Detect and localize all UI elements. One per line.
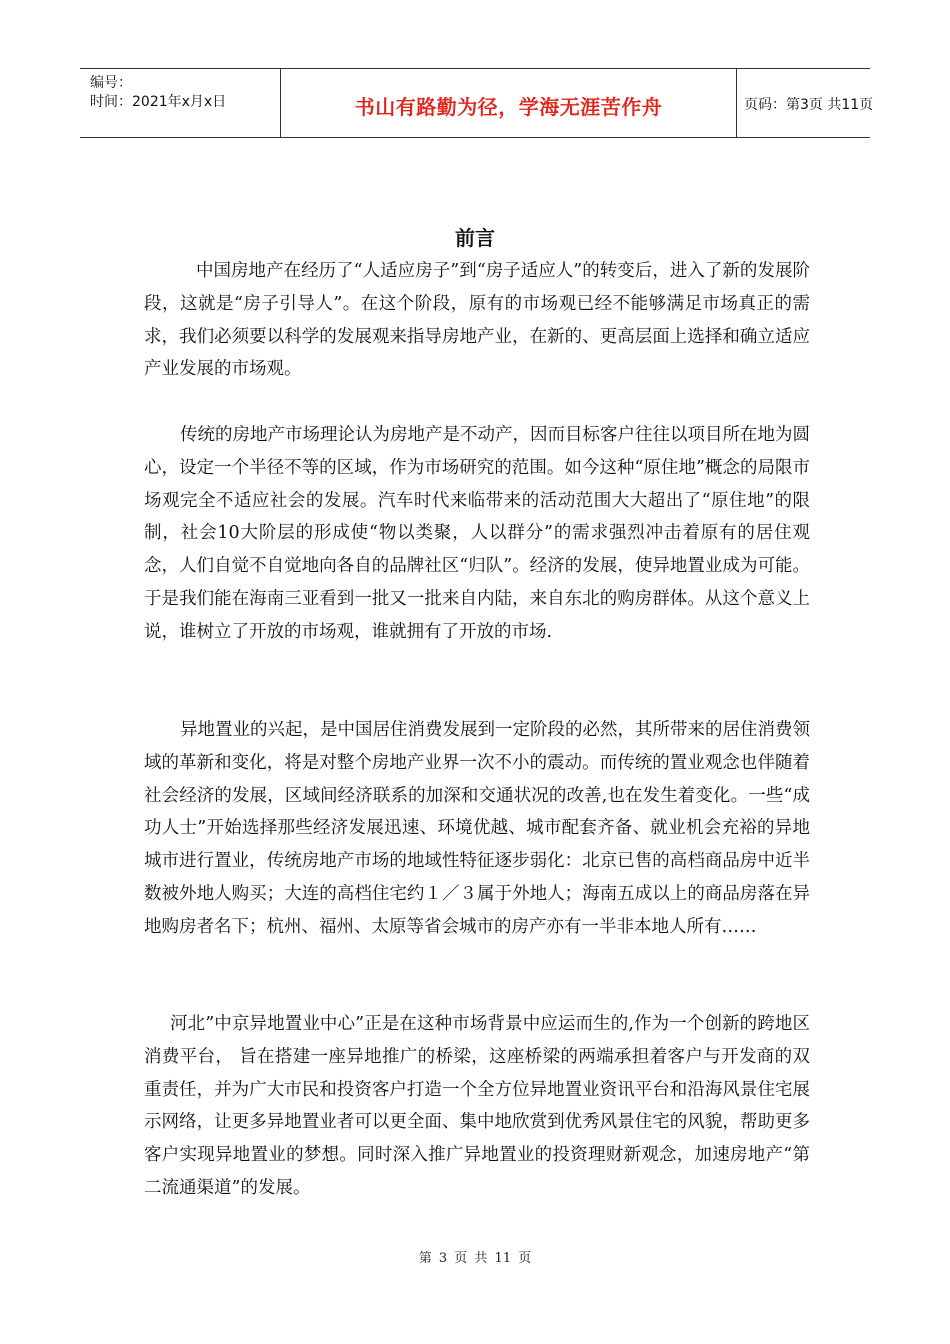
page-footer: 第 3 页 共 11 页	[418, 1251, 532, 1266]
header-table	[80, 68, 874, 138]
header-motto: 书山有路勤为径，学海无涯苦作舟	[354, 95, 663, 119]
paragraph-1: 中国房地产在经历了“人适应房子”到“房子适应人”的转变后，进入了新的发展阶段，这就是“房子引导人”。在这个阶段，原有的市场观已经不能够满足市场真正的需求，我们必须要以科学的发展观来指导房地产业，在新的、更高层面上选择和确立适应产业发展的市场观。	[144, 261, 810, 380]
document-number-label: 编号：	[90, 75, 132, 91]
header-page-cell	[736, 69, 874, 137]
document-date-label: 时间：2021年x月x日	[90, 94, 227, 110]
header-motto-cell	[280, 69, 737, 137]
paragraph-4: 河北”中京异地置业中心”正是在这种市场背景中应运而生的,作为一个创新的跨地区消费平台， 旨在搭建一座异地推广的桥梁，这座桥梁的两端承担着客户与开发商的双重责任，并为广大市民和投资客户打造一个全方位异地置业资讯平台和沿海风景住宅展示网络，让更多异地置业者可以更全面、集中地欣赏到优秀风景住宅的风貌，帮助更多客户实现异地置业的梦想。同时深入推广异地置业的投资理财新观念，加速房地产“第二流通渠道”的发展。	[144, 1014, 810, 1198]
header-meta-cell	[80, 69, 280, 137]
document-title: 前言	[455, 226, 495, 250]
paragraph-2: 传统的房地产市场理论认为房地产是不动产，因而目标客户往往以项目所在地为圆心，设定一个半径不等的区域，作为市场研究的范围。如今这种“原住地”概念的局限市场观完全不适应社会的发展。汽车时代来临带来的活动范围大大超出了“原住地”的限制，社会10大阶层的形成使“物以类聚，人以群分”的需求强烈冲击着原有的居住观念，人们自觉不自觉地向各自的品牌社区“归队”。经济的发展，使异地置业成为可能。于是我们能在海南三亚看到一批又一批来自内陆，来自东北的购房群体。从这个意义上说，谁树立了开放的市场观，谁就拥有了开放的市场.	[144, 425, 810, 642]
header-page-info: 页码：第3页 共11页	[744, 97, 874, 113]
paragraph-3: 异地置业的兴起，是中国居住消费发展到一定阶段的必然，其所带来的居住消费领域的革新和变化，将是对整个房地产业界一次不小的震动。而传统的置业观念也伴随着社会经济的发展，区域间经济联系的加深和交通状况的改善,也在发生着变化。一些“成功人士”开始选择那些经济发展迅速、环境优越、城市配套齐备、就业机会充裕的异地城市进行置业，传统房地产市场的地域性特征逐步弱化：北京已售的高档商品房中近半数被外地人购买；大连的高档住宅约１／３属于外地人；海南五成以上的商品房落在异地购房者名下；杭州、福州、太原等省会城市的房产亦有一半非本地人所有……	[144, 720, 810, 937]
